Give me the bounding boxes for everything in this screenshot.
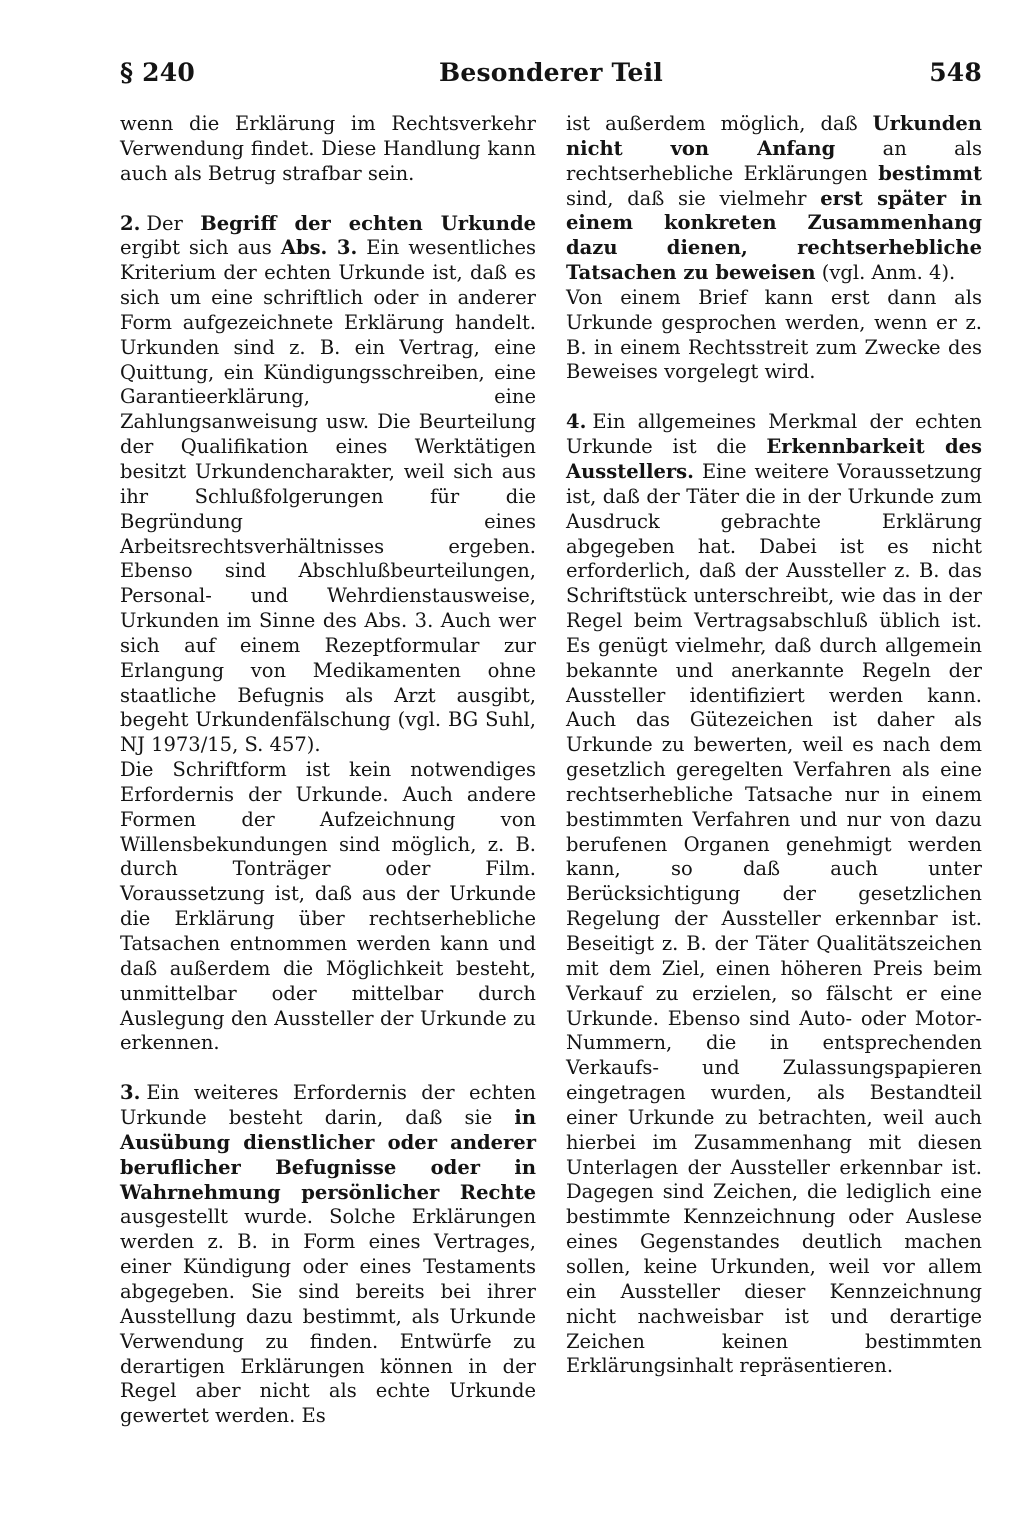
paragraph-continuation-right [566, 112, 982, 286]
paragraph-text: Von einem Brief kann erst dann als Urkunde gesprochen werden, wenn er z. B. in einem Rechtsstreit zum Zwecke des Beweises vorgelegt wird. [566, 285, 982, 384]
paragraph-2 [120, 212, 536, 759]
paragraph-number: 2. [120, 211, 141, 235]
right-column [566, 112, 982, 1379]
paragraph-text: Ein allgemeines Merkmal der echten Urkunde ist die [566, 410, 982, 459]
paragraph-text: wenn die Erklärung im Rechtsverkehr Verwendung findet. Diese Handlung kann auch als Betrug strafbar sein. [120, 112, 536, 185]
bold-term: erst später in einem konkreten Zusammenhang dazu dienen, rechtserhebliche Tatsachen zu beweisen [566, 186, 982, 285]
paragraph-brief [566, 286, 982, 385]
paragraph-3 [120, 1081, 536, 1429]
paragraph-text: Ein weiteres Erfordernis der echten Urkunde besteht darin, daß sie [120, 1081, 536, 1130]
paragraph-text: an als rechtserhebliche Erklärungen [566, 136, 982, 185]
left-column [120, 112, 536, 1429]
paragraph-text: ist außerdem möglich, daß [566, 112, 873, 135]
page-number: 548 [929, 58, 982, 87]
bold-term: bestimmt [878, 161, 982, 185]
paragraph-text: Die Schriftform ist kein notwendiges Erfordernis der Urkunde. Auch andere Formen der Aufzeichnung von Willensbekundungen sind möglich, z. B. durch Tonträger oder Film. Voraussetzung ist, daß aus der Urkunde die Erklärung über rechtserhebliche Tatsachen entnommen werden kann und daß außerdem die Möglichkeit besteht, unmittelbar oder mittelbar durch Auslegung den Aussteller der Urkunde zu erkennen. [120, 758, 536, 1055]
bold-term: Urkunden nicht von Anfang [566, 112, 982, 160]
paragraph-schriftform [120, 758, 536, 1056]
paragraph-continuation [120, 112, 536, 187]
paragraph-4 [566, 410, 982, 1379]
bold-term: Erkennbarkeit des Ausstellers. [566, 435, 982, 483]
paragraph-number: 4. [566, 410, 587, 434]
paragraph-text: Eine weitere Voraussetzung ist, daß der Täter die in der Urkunde zum Ausdruck gebrachte Erklärung abgegeben hat. Dabei ist es nicht erforderlich, daß der Aussteller z. B. das Schriftstück unterschreibt, wie das in der Regel beim Vertragsabschluß üblich ist. Es genügt vielmehr, daß durch allgemein bekannte und anerkannte Regeln der Aussteller identifiziert werden kann. Auch das Gütezeichen ist daher als Urkunde zu bewerten, weil es nach dem gesetzlich geregelten Verfahren als eine rechtserhebliche Tatsache nur in einem bestimmten Verfahren und nur von dazu berufenen Organen genehmigt werden kann, so daß auch unter Berücksichtigung der gesetzlichen Regelung der Aussteller erkennbar ist. Beseitigt z. B. der Täter Qualitätszeichen mit dem Ziel, einen höheren Preis beim Verkauf zu erzielen, so fälscht er eine Urkunde. Ebenso sind Auto- oder Motor-Nummern, die in entsprechenden Verkaufs- und Zulassungspapieren eingetragen wurden, als Bestandteil einer Urkunde zu betrachten, weil auch hierbei im Zusammenhang mit diesen Unterlagen der Aussteller erkennbar ist. Dagegen sind Zeichen, die lediglich eine bestimmte Kennzeichnung oder Auslese eines Gegenstandes deutlich machen sollen, keine Urkunden, weil vor allem ein Aussteller dieser Kennzeichnung nicht nachweisbar ist und derartige Zeichen keinen bestimmten Erklärungsinhalt repräsentieren. [566, 459, 982, 1378]
paragraph-number: 3. [120, 1081, 141, 1105]
running-title: Besonderer Teil [439, 58, 663, 87]
paragraph-text: Der [146, 211, 201, 235]
paragraph-text: ausgestellt wurde. Solche Erklärungen werden z. B. in Form eines Vertrages, einer Kündigung oder eines Testaments abgegeben. Sie sind bereits bei ihrer Ausstellung dazu bestimmt, als Urkunde Verwendung zu finden. Entwürfe zu derartigen Erklärungen können in der Regel aber nicht als echte Urkunde gewertet werden. Es [120, 1205, 536, 1428]
bold-term: Abs. 3. [280, 236, 358, 260]
bold-term: Begriff der echten Urkunde [200, 211, 536, 235]
section-reference: § 240 [120, 58, 195, 87]
paragraph-text: sind, daß sie vielmehr [566, 186, 821, 210]
paragraph-text: (vgl. Anm. 4). [815, 261, 956, 285]
paragraph-text: Ein wesentliches Kriterium der echten Urkunde ist, daß es sich um eine schriftlich oder in anderer Form aufgezeichnete Erklärung handelt. Urkunden sind z. B. ein Vertrag, eine Quittung, ein Kündigungsschreiben, eine Garantieerklärung, eine Zahlungsanweisung usw. Die Beurteilung der Qualifikation eines Werktätigen besitzt Urkundencharakter, weil sich aus ihr Schlußfolgerungen für die Begründung eines Arbeitsrechtsverhältnisses ergeben. Ebenso sind Abschlußbeurteilungen, Personal- und Wehrdienstausweise, Urkunden im Sinne des Abs. 3. Auch wer sich auf einem Rezeptformular zur Erlangung von Medikamenten ohne staatliche Befugnis als Arzt ausgibt, begeht Urkundenfälschung (vgl. BG Suhl, NJ 1973/15, S. 457). [120, 236, 536, 757]
paragraph-text: ergibt sich aus [120, 236, 281, 260]
page-header [120, 58, 982, 98]
bold-term: in Ausübung dienstlicher oder anderer beruflicher Befugnisse oder in Wahrnehmung persönlicher Rechte [120, 1106, 536, 1204]
